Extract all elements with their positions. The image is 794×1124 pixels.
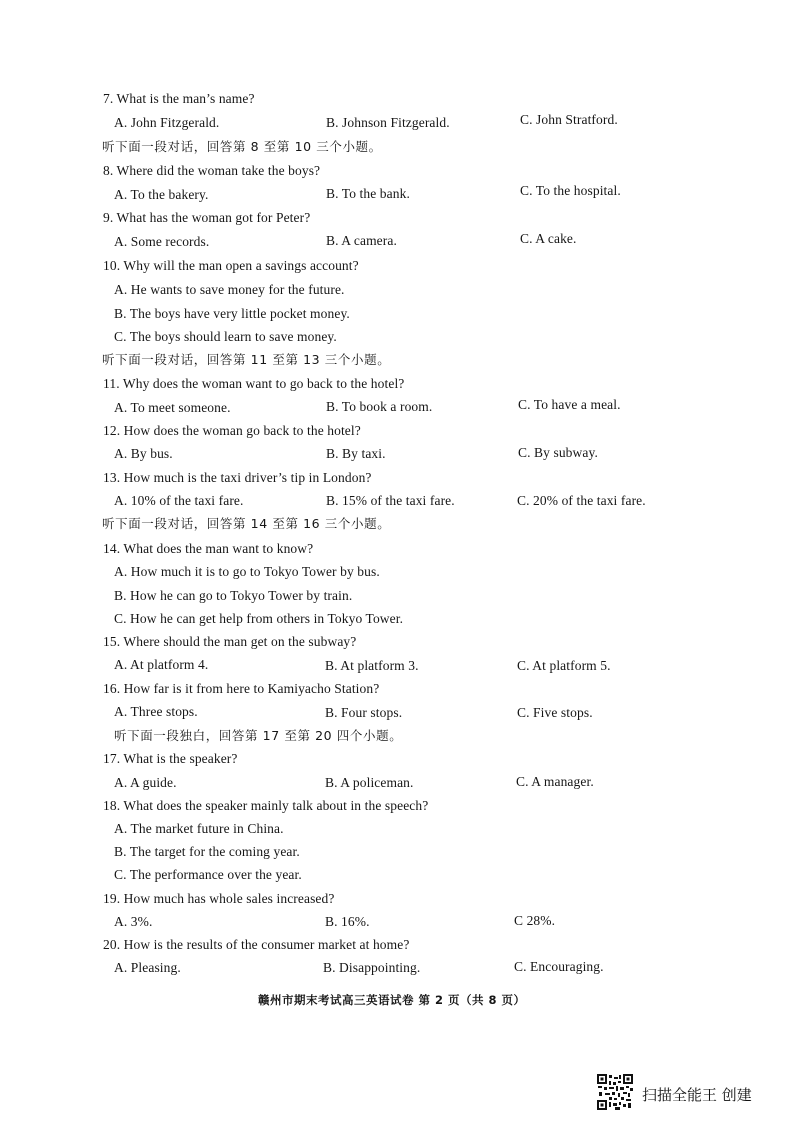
question-8-stem: 8. Where did the woman take the boys? [103,163,321,178]
question-7-stem: 7. What is the man’s name? [103,91,255,106]
question-15-option-a: A. At platform 4. [114,657,209,672]
question-12-stem: 12. How does the woman go back to the hotel? [103,423,361,438]
question-14-stem: 14. What does the man want to know? [103,541,314,556]
question-13-option-b: B. 15% of the taxi fare. [326,493,455,508]
question-19-option-c: C 28%. [514,913,556,928]
question-9-option-c: C. A cake. [520,231,577,246]
section-instruction-14: 听下面一段对话，回答第 14 至第 16 三个小题。 [102,516,391,531]
question-19-option-a: A. 3%. [114,914,153,929]
question-20-option-b: B. Disappointing. [323,960,421,975]
question-20-stem: 20. How is the results of the consumer market at home? [103,937,410,952]
question-17-stem: 17. What is the speaker? [103,751,238,766]
question-18-option-b: B. The target for the coming year. [114,844,300,859]
question-18-option-c: C. The performance over the year. [114,867,302,882]
question-13-option-a: A. 10% of the taxi fare. [114,493,244,508]
question-16-stem: 16. How far is it from here to Kamiyacho Station? [103,681,380,696]
question-11-option-c: C. To have a meal. [518,397,621,412]
question-9-option-b: B. A camera. [326,233,397,248]
question-13-stem: 13. How much is the taxi driver’s tip in London? [103,470,372,485]
question-10-option-a: A. He wants to save money for the future. [114,282,345,297]
question-17-option-c: C. A manager. [516,774,594,789]
question-7-option-a: A. John Fitzgerald. [114,115,220,130]
question-8-option-b: B. To the bank. [326,186,410,201]
section-instruction-8: 听下面一段对话，回答第 8 至第 10 三个小题。 [102,139,382,154]
question-9-stem: 9. What has the woman got for Peter? [103,210,311,225]
question-20-option-c: C. Encouraging. [514,959,604,974]
question-10-option-c: C. The boys should learn to save money. [114,329,337,344]
question-8-option-c: C. To the hospital. [520,183,621,198]
question-16-option-a: A. Three stops. [114,704,198,719]
question-14-option-b: B. How he can go to Tokyo Tower by train. [114,588,353,603]
question-7-option-c: C. John Stratford. [520,112,618,127]
qr-code-icon [597,1074,633,1110]
question-19-option-b: B. 16%. [325,914,370,929]
question-11-option-a: A. To meet someone. [114,400,231,415]
question-18-stem: 18. What does the speaker mainly talk about in the speech? [103,798,429,813]
question-20-option-a: A. Pleasing. [114,960,181,975]
section-instruction-17: 听下面一段独白，回答第 17 至第 20 四个小题。 [114,728,403,743]
question-12-option-a: A. By bus. [114,446,173,461]
question-12-option-b: B. By taxi. [326,446,386,461]
question-12-option-c: C. By subway. [518,445,598,460]
question-14-option-a: A. How much it is to go to Tokyo Tower by bus. [114,564,380,579]
question-7-option-b: B. Johnson Fitzgerald. [326,115,450,130]
question-16-option-c: C. Five stops. [517,705,593,720]
page-footer: 赣州市期末考试高三英语试卷 第 2 页（共 8 页） [258,993,526,1007]
question-11-option-b: B. To book a room. [326,399,433,414]
question-19-stem: 19. How much has whole sales increased? [103,891,335,906]
question-15-option-c: C. At platform 5. [517,658,611,673]
question-18-option-a: A. The market future in China. [114,821,284,836]
question-10-stem: 10. Why will the man open a savings account? [103,258,359,273]
scanner-watermark: 扫描全能王 创建 [642,1086,752,1104]
question-10-option-b: B. The boys have very little pocket money. [114,306,350,321]
question-9-option-a: A. Some records. [114,234,210,249]
question-13-option-c: C. 20% of the taxi fare. [517,493,646,508]
question-15-option-b: B. At platform 3. [325,658,419,673]
section-instruction-11: 听下面一段对话，回答第 11 至第 13 三个小题。 [102,352,391,367]
question-17-option-b: B. A policeman. [325,775,414,790]
question-14-option-c: C. How he can get help from others in Tokyo Tower. [114,611,404,626]
question-11-stem: 11. Why does the woman want to go back to the hotel? [103,376,405,391]
question-17-option-a: A. A guide. [114,775,177,790]
question-16-option-b: B. Four stops. [325,705,403,720]
question-15-stem: 15. Where should the man get on the subway? [103,634,357,649]
question-8-option-a: A. To the bakery. [114,187,209,202]
